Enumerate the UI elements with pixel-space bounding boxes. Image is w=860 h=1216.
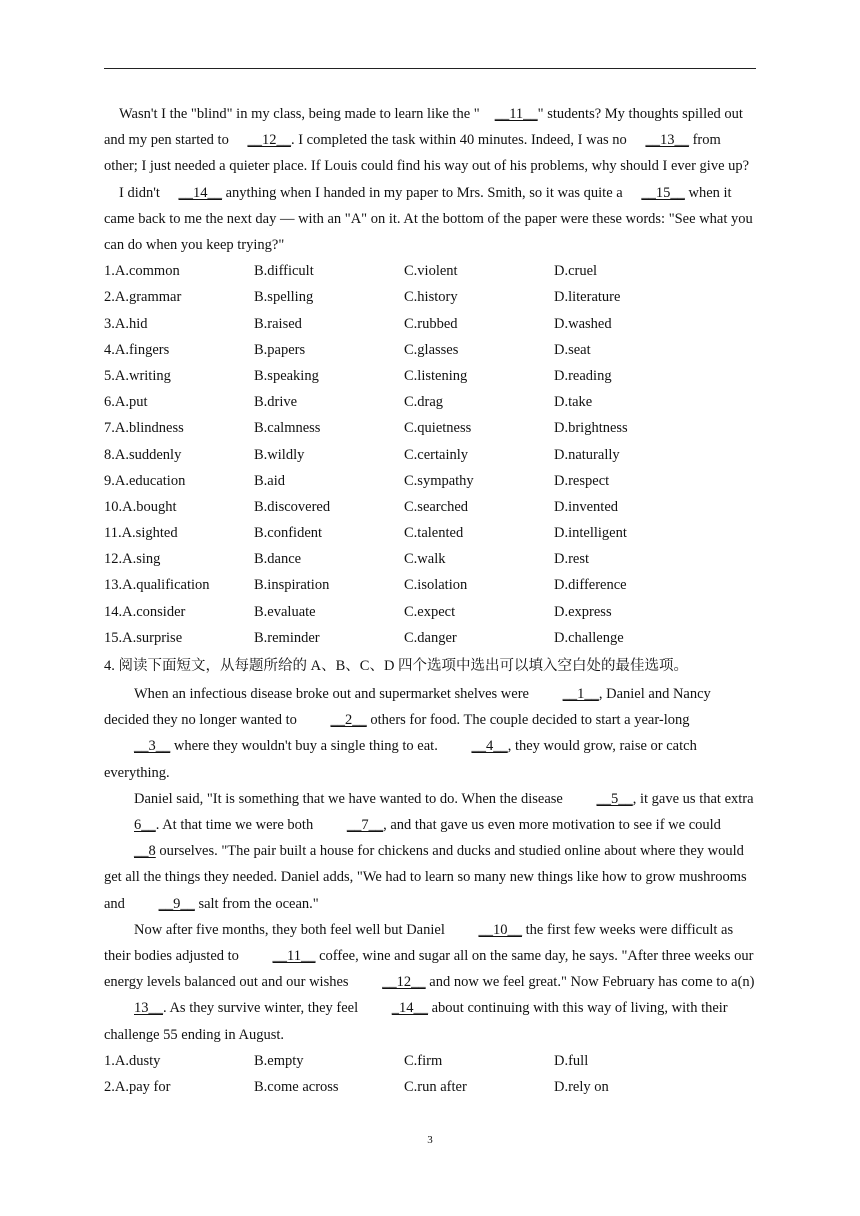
section-4-heading: 4. 阅读下面短文，从每题所给的 A、B、C、D 四个选项中选出可以填入空白处的最佳选项。: [104, 658, 689, 675]
option-choice: C.quietness: [404, 420, 472, 437]
passage-2-paragraphs: [104, 681, 756, 1048]
option-row: [104, 389, 756, 415]
paragraph-text: from other; I just needed a quieter place. If Louis could find his way out of his problems, why should I ever give up?: [104, 132, 750, 175]
option-choice: C.isolation: [404, 577, 468, 594]
answer-blank: __3__: [134, 738, 171, 755]
paragraph-text: Wasn't I the "blind" in my class, being made to learn like the ": [119, 106, 480, 122]
option-choice: 1.A.common: [104, 263, 180, 280]
answer-blank: __5__: [596, 790, 633, 807]
option-choice: C.danger: [404, 629, 457, 646]
paragraph: [104, 917, 756, 1048]
option-choice: 12.A.sing: [104, 551, 161, 568]
option-choice: B.wildly: [254, 446, 305, 463]
option-choice: D.invented: [554, 498, 619, 515]
page-number: 3: [427, 1134, 433, 1146]
option-choice: C.rubbed: [404, 315, 458, 332]
option-choice: C.firm: [404, 1052, 443, 1069]
paragraph-text: , they would grow, raise or catch everything.: [104, 738, 697, 781]
option-choice: B.spelling: [254, 289, 314, 306]
option-choice: 8.A.suddenly: [104, 446, 182, 463]
paragraph-text: " students? My thoughts spilled out and my pen started to: [104, 106, 743, 149]
option-choice: B.inspiration: [254, 577, 330, 594]
option-choice: 2.A.pay for: [104, 1079, 171, 1096]
option-choice: B.speaking: [254, 367, 319, 384]
option-choice: C.expect: [404, 603, 456, 620]
option-row: [104, 546, 756, 572]
answer-blank: __15__: [641, 184, 685, 201]
paragraph-text: about continuing with this way of living, with their challenge 55 ending in August.: [104, 1000, 728, 1043]
paragraph-text: . As they survive winter, they feel: [163, 1000, 362, 1017]
option-choice: D.difference: [554, 577, 627, 594]
option-row: [104, 494, 756, 520]
option-choice: D.reading: [554, 367, 612, 384]
option-choice: C.walk: [404, 551, 446, 568]
option-choice: 13.A.qualification: [104, 577, 210, 594]
paragraph-text: the first few weeks were difficult as their bodies adjusted to: [104, 921, 734, 965]
option-choice: B.evaluate: [254, 603, 316, 620]
option-choice: C.glasses: [404, 341, 459, 358]
option-row: [104, 415, 756, 441]
option-choice: C.talented: [404, 525, 464, 542]
answer-blank: __11__: [272, 948, 316, 965]
option-choice: D.rest: [554, 551, 590, 568]
paragraph-text: . I completed the task within 40 minutes. Indeed, I was no: [290, 132, 631, 149]
paragraph-text: when it came back to me the next day — with an "A" on it. At the bottom of the paper were these words: "See what you can do when you keep trying?": [104, 184, 753, 254]
option-choice: D.full: [554, 1052, 589, 1069]
option-row: [104, 363, 756, 389]
option-choice: C.searched: [404, 498, 469, 515]
passage-1-options: [104, 258, 756, 651]
option-row: [104, 284, 756, 310]
option-choice: D.respect: [554, 472, 610, 489]
paragraph-text: and now we feel great." Now February has come to a(n): [425, 974, 755, 991]
answer-blank: __1__: [562, 686, 599, 703]
answer-blank: __7__: [346, 817, 384, 834]
option-choice: 5.A.writing: [104, 367, 171, 384]
paragraph-text: , it gave us that extra: [632, 790, 754, 807]
option-choice: B.aid: [254, 472, 286, 489]
answer-blank: 13__: [134, 1000, 163, 1017]
option-choice: 2.A.grammar: [104, 289, 182, 306]
option-choice: C.drag: [404, 394, 444, 411]
paragraph: [104, 180, 756, 259]
option-choice: 15.A.surprise: [104, 629, 183, 646]
option-choice: C.run after: [404, 1079, 467, 1096]
paragraph-text: , and that gave us even more motivation to see if we could: [383, 817, 721, 834]
option-choice: D.express: [554, 603, 612, 620]
paragraph-text: Daniel said, "It is something that we have wanted to do. When the disease: [134, 790, 567, 807]
option-choice: B.confident: [254, 525, 323, 542]
paragraph-text: . At that time we were both: [155, 817, 317, 834]
option-row: [104, 572, 756, 598]
option-choice: D.take: [554, 394, 593, 411]
option-choice: C.listening: [404, 367, 468, 384]
option-row: [104, 311, 756, 337]
option-choice: C.certainly: [404, 446, 469, 463]
paragraph-text: Now after five months, they both feel well but Daniel: [134, 921, 449, 938]
answer-blank: __10__: [478, 921, 522, 938]
option-choice: 3.A.hid: [104, 315, 148, 332]
option-choice: B.reminder: [254, 629, 320, 646]
answer-blank: __13__: [645, 132, 689, 149]
passage-2-options: [104, 1048, 756, 1100]
answer-blank: __4__: [471, 738, 508, 755]
paragraph-text: , Daniel and Nancy decided they no longer wanted to: [104, 686, 711, 729]
option-choice: B.raised: [254, 315, 302, 332]
option-choice: D.seat: [554, 341, 591, 358]
option-row: [104, 599, 756, 625]
option-row: [104, 520, 756, 546]
option-choice: C.sympathy: [404, 472, 474, 489]
option-row: [104, 1048, 756, 1074]
option-choice: B.come across: [254, 1079, 339, 1096]
option-choice: 7.A.blindness: [104, 420, 184, 437]
option-choice: D.literature: [554, 289, 621, 306]
answer-blank: __2__: [330, 712, 367, 729]
option-choice: B.discovered: [254, 498, 331, 515]
page-content: [104, 101, 756, 1100]
option-choice: D.washed: [554, 315, 612, 332]
answer-blank: __9__: [158, 895, 195, 912]
option-choice: B.dance: [254, 551, 302, 568]
paragraph-text: salt from the ocean.": [194, 895, 319, 912]
paragraph-text: where they wouldn't buy a single thing to eat.: [170, 738, 442, 755]
paragraph-text: others for food. The couple decided to start a year-long: [366, 712, 690, 729]
option-choice: D.rely on: [554, 1079, 609, 1096]
option-choice: 6.A.put: [104, 394, 148, 411]
option-row: [104, 258, 756, 284]
answer-blank: __12__: [247, 132, 291, 149]
option-choice: 14.A.consider: [104, 603, 186, 620]
option-choice: 9.A.education: [104, 472, 186, 489]
answer-blank: __11__: [494, 106, 538, 122]
option-choice: D.challenge: [554, 629, 624, 646]
answer-blank: 6__: [134, 817, 156, 834]
option-choice: D.naturally: [554, 446, 620, 463]
option-choice: D.intelligent: [554, 525, 627, 542]
option-choice: C.violent: [404, 263, 458, 280]
paragraph: [104, 786, 756, 917]
option-row: [104, 1074, 756, 1100]
option-choice: C.history: [404, 289, 458, 306]
option-choice: 4.A.fingers: [104, 341, 170, 358]
option-row: [104, 337, 756, 363]
option-choice: B.difficult: [254, 263, 314, 280]
option-choice: D.brightness: [554, 420, 628, 437]
paragraph-text: When an infectious disease broke out and supermarket shelves were: [134, 686, 533, 703]
passage-1-paragraphs: [104, 101, 756, 258]
answer-blank: _14__: [391, 1000, 428, 1017]
option-choice: B.calmness: [254, 420, 321, 437]
option-choice: B.papers: [254, 341, 306, 358]
paragraph-text: coffee, wine and sugar all on the same day, he says. "After three weeks our energy levels balanced out and our wishes: [104, 948, 754, 991]
header-rule: [104, 68, 756, 69]
paragraph-text: anything when I handed in my paper to Mrs. Smith, so it was quite a: [222, 184, 627, 201]
paragraph: [104, 681, 756, 786]
option-row: [104, 468, 756, 494]
option-choice: D.cruel: [554, 263, 598, 280]
option-choice: B.empty: [254, 1052, 304, 1069]
answer-blank: __14__: [178, 184, 222, 201]
paragraph-text: ourselves. "The pair built a house for chickens and ducks and studied online about where they would get all the things they needed. Daniel adds, "We had to learn so many new things like how to grow mushrooms and: [104, 843, 747, 912]
option-choice: B.drive: [254, 394, 298, 411]
answer-blank: __8: [134, 843, 156, 860]
paragraph: [104, 101, 756, 180]
option-choice: 11.A.sighted: [104, 525, 178, 542]
answer-blank: __12__: [382, 974, 426, 991]
option-row: [104, 442, 756, 468]
paragraph-text: I didn't: [119, 184, 164, 201]
option-choice: 1.A.dusty: [104, 1052, 161, 1069]
option-choice: 10.A.bought: [104, 498, 177, 515]
option-row: [104, 625, 756, 651]
